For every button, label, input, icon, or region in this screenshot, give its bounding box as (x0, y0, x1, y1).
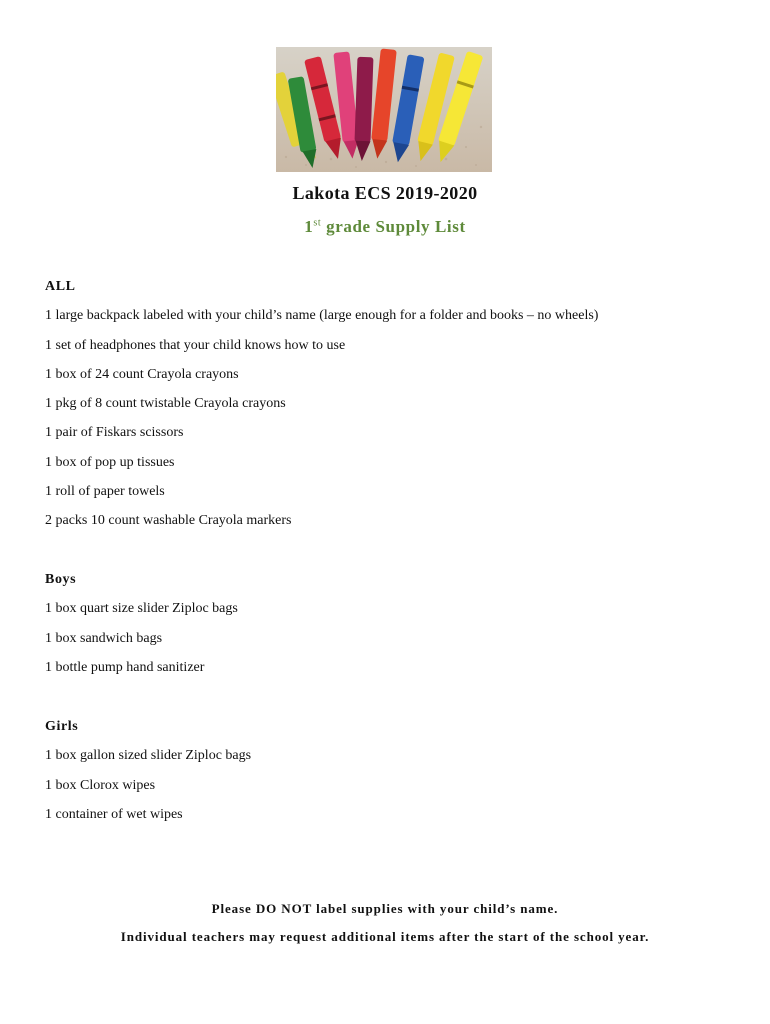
crayons-image (276, 47, 492, 172)
list-item: 1 pair of Fiskars scissors (45, 425, 184, 441)
page-subtitle (0, 217, 770, 237)
section-heading: Girls (45, 719, 79, 734)
list-item: 1 pkg of 8 count twistable Crayola crayons (45, 396, 286, 412)
list-item: 1 box sandwich bags (45, 630, 163, 646)
page-title: Lakota ECS 2019-2020 (292, 183, 478, 203)
list-item: 1 set of headphones that your child knows how to use (45, 337, 346, 353)
list-item: 2 packs 10 count washable Crayola markers (45, 513, 292, 529)
section-heading: Boys (45, 572, 77, 587)
list-item: 1 container of wet wipes (45, 806, 183, 822)
list-item: 1 bottle pump hand sanitizer (45, 659, 205, 675)
list-item: 1 box gallon sized slider Ziploc bags (45, 748, 252, 764)
section-heading: ALL (45, 279, 76, 294)
list-item: 1 box of 24 count Crayola crayons (45, 366, 239, 382)
grade-number: 1 (304, 217, 314, 236)
list-item: 1 box Clorox wipes (45, 777, 156, 793)
section-boys (45, 572, 745, 689)
section-girls (45, 719, 745, 836)
footer-note-additional: Individual teachers may request additional items after the start of the school year. (120, 929, 650, 944)
grade-ordinal-suffix: st (313, 217, 322, 229)
list-item: 1 roll of paper towels (45, 484, 165, 500)
footer-note-label: Please DO NOT label supplies with your child’s name. (211, 901, 559, 916)
list-item: 1 box quart size slider Ziploc bags (45, 601, 238, 617)
subtitle-text: grade Supply List (321, 217, 466, 236)
list-item: 1 box of pop up tissues (45, 454, 175, 470)
section-all (45, 279, 745, 543)
list-item: 1 large backpack labeled with your child’s name (large enough for a folder and books – no wheels) (45, 308, 599, 324)
